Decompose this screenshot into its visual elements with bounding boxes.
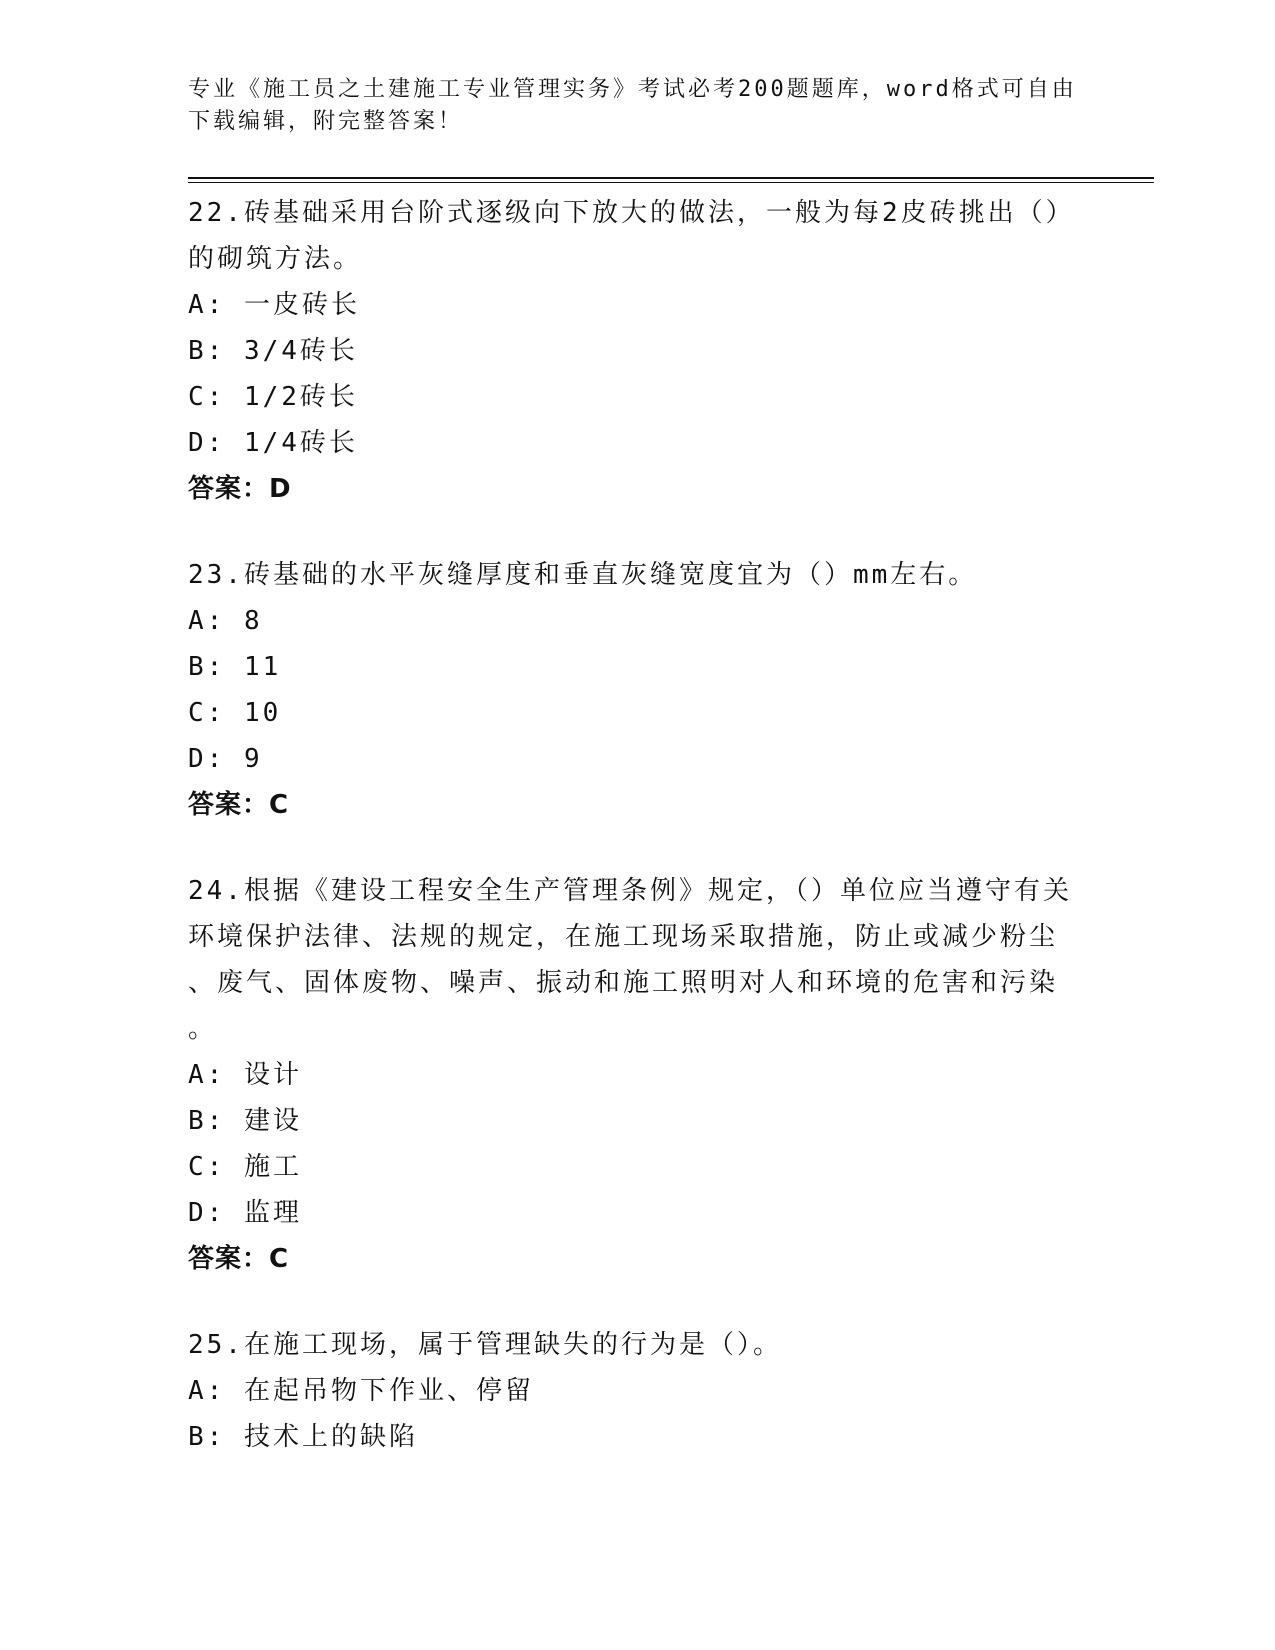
question-23 [188, 552, 1088, 828]
question-22 [188, 190, 1088, 512]
answer: 答案：C [188, 790, 290, 820]
option-a: A: 一皮砖长 [188, 290, 360, 320]
stem-line: 环境保护法律、法规的规定，在施工现场采取措施，防止或减少粉尘 [188, 922, 1059, 952]
question-24 [188, 868, 1088, 1282]
stem-line: 、废气、固体废物、噪声、振动和施工照明对人和环境的危害和污染 [188, 968, 1059, 998]
option-a: A: 设计 [188, 1060, 302, 1090]
header-line-1: 专业《施工员之土建施工专业管理实务》考试必考200题题库，word格式可自由 [188, 77, 1077, 102]
option-b: B: 3/4砖长 [188, 336, 358, 366]
option-b: B: 11 [188, 652, 282, 682]
option-a: A: 在起吊物下作业、停留 [188, 1376, 534, 1406]
header-line-2: 下载编辑，附完整答案！ [188, 109, 464, 134]
option-c: C: 施工 [188, 1152, 302, 1182]
question-stem [188, 190, 1088, 282]
stem-line: 的砌筑方法。 [188, 244, 363, 274]
option-b: B: 技术上的缺陷 [188, 1422, 418, 1452]
answer: 答案：C [188, 1244, 290, 1274]
stem-line: 24.根据《建设工程安全生产管理条例》规定，（）单位应当遵守有关 [188, 876, 1072, 906]
question-stem [188, 552, 1088, 598]
option-c: C: 10 [188, 698, 282, 728]
option-b: B: 建设 [188, 1106, 302, 1136]
answer: 答案：D [188, 474, 292, 504]
stem-line: 。 [188, 1014, 218, 1044]
option-d: D: 监理 [188, 1198, 302, 1228]
question-stem [188, 868, 1088, 1052]
question-stem [188, 1322, 1088, 1368]
option-d: D: 1/4砖长 [188, 428, 358, 458]
stem-line: 25.在施工现场，属于管理缺失的行为是（）。 [188, 1330, 782, 1360]
option-c: C: 1/2砖长 [188, 382, 358, 412]
header-divider-thin [188, 182, 1154, 183]
header-divider-thick [188, 177, 1154, 179]
stem-line: 23.砖基础的水平灰缝厚度和垂直灰缝宽度宜为（）mm左右。 [188, 560, 978, 590]
option-d: D: 9 [188, 744, 263, 774]
document-header [188, 74, 1088, 138]
stem-line: 22.砖基础采用台阶式逐级向下放大的做法，一般为每2皮砖挑出（） [188, 198, 1075, 228]
option-a: A: 8 [188, 606, 263, 636]
question-list [188, 190, 1088, 1500]
question-25 [188, 1322, 1088, 1460]
